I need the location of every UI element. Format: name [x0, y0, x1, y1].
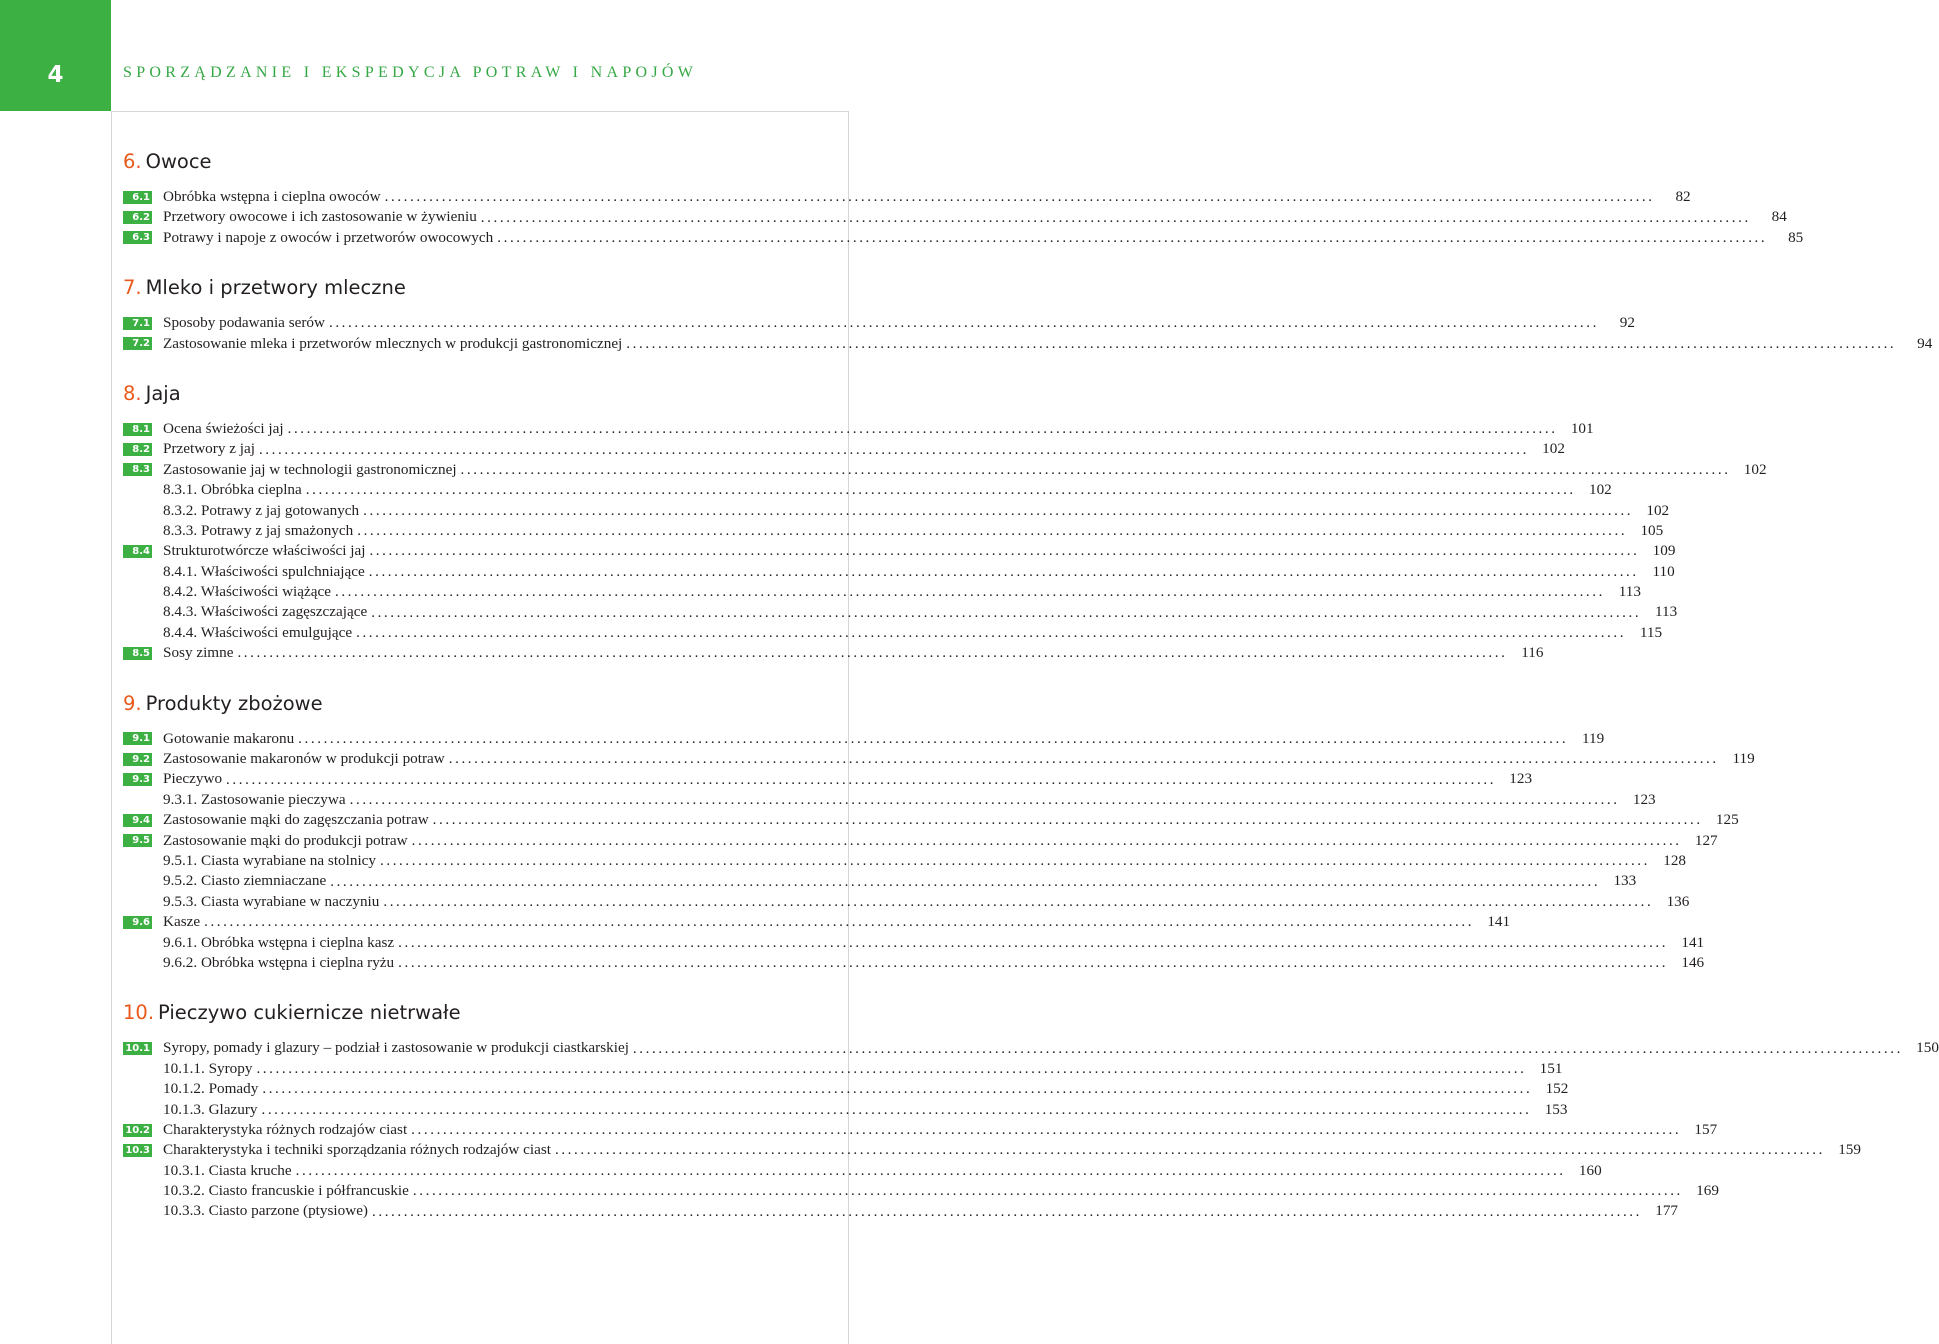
entry-page-number: 177 — [1655, 1202, 1678, 1220]
section-badge: 8.1 — [123, 423, 152, 436]
entry-page-number: 153 — [1544, 1100, 1568, 1118]
chapter-number: 9. — [123, 691, 142, 715]
entry-page-number: 133 — [1613, 872, 1637, 890]
toc-entry[interactable] — [123, 1079, 1569, 1099]
entry-title: Strukturotwórcze właściwości jaj — [163, 542, 366, 560]
entry-page-number: 102 — [1542, 440, 1565, 458]
entry-title: Zastosowanie mąki do zagęszczania potraw — [163, 811, 429, 829]
toc-entry[interactable] — [123, 892, 1690, 912]
entry-title: 8.3.2. Potrawy z jaj gotowanych — [163, 501, 360, 519]
toc-entry[interactable] — [123, 562, 1675, 582]
dot-leader: ........................................................................................................................................................................................................ — [372, 1203, 1642, 1220]
toc-entry[interactable] — [123, 207, 1787, 227]
section-badge: 6.3 — [123, 231, 152, 244]
entry-title: Charakterystyka i techniki sporządzania różnych rodzajów ciast — [163, 1141, 551, 1159]
entry-title: 10.1.2. Pomady — [163, 1080, 259, 1098]
dot-leader: ........................................................................................................................................................................................................ — [226, 771, 1497, 788]
section-badge: 8.5 — [123, 647, 152, 660]
entry-page-number: 136 — [1666, 892, 1690, 910]
entry-title: Zastosowanie makaronów w produkcji potraw — [163, 750, 445, 768]
dot-leader: ........................................................................................................................................................................................................ — [411, 832, 1682, 849]
entry-page-number: 141 — [1487, 913, 1511, 931]
chapter-number: 10. — [123, 1001, 155, 1025]
entry-page-number: 85 — [1788, 228, 1804, 246]
entry-title: 8.4.4. Właściwości emulgujące — [163, 623, 353, 641]
section-badge: 8.4 — [123, 545, 152, 558]
toc-entry[interactable] — [123, 480, 1612, 500]
chapter-number: 8. — [123, 381, 142, 405]
toc-entry[interactable] — [123, 623, 1663, 643]
toc-entry[interactable] — [123, 643, 1544, 663]
chapter-title: Jaja — [145, 381, 181, 405]
entry-page-number: 127 — [1694, 831, 1718, 849]
toc-entry[interactable] — [123, 953, 1705, 973]
entry-title: Zastosowanie mleka i przetworów mlecznych w produkcji gastronomicznej — [163, 334, 623, 352]
entry-title: Przetwory z jaj — [163, 440, 255, 458]
chapter-heading — [123, 689, 828, 719]
chapter-number: 6. — [123, 150, 142, 173]
entry-title: Sosy zimne — [163, 644, 234, 662]
entry-title: 9.5.3. Ciasta wyrabiane w naczyniu — [163, 892, 380, 910]
page-number: 4 — [47, 62, 64, 88]
section-badge: 7.1 — [123, 317, 152, 330]
entry-page-number: 150 — [1916, 1039, 1939, 1057]
toc-entry[interactable] — [123, 460, 1767, 480]
chapter-title: Owoce — [145, 150, 212, 173]
section-gap — [123, 973, 828, 998]
entry-page-number: 102 — [1588, 481, 1612, 499]
toc-entry[interactable] — [123, 313, 1635, 333]
section-badge: 9.1 — [123, 732, 152, 745]
dot-leader: ........................................................................................................................................................................................................ — [626, 335, 1897, 352]
dot-leader: ........................................................................................................................................................................................................ — [497, 229, 1768, 246]
dot-leader: ........................................................................................................................................................................................................ — [384, 189, 1655, 206]
toc-entry[interactable] — [123, 501, 1670, 521]
chapter-title: Produkty zbożowe — [145, 691, 323, 715]
chapter-title: Mleko i przetwory mleczne — [145, 276, 406, 300]
entry-title: 8.4.2. Właściwości wiążące — [163, 583, 331, 601]
dot-leader: ........................................................................................................................................................................................................ — [554, 1142, 1825, 1159]
toc-entry[interactable] — [123, 769, 1533, 789]
section-gap — [123, 664, 828, 689]
entry-page-number: 141 — [1681, 933, 1705, 951]
toc-entry[interactable] — [123, 582, 1641, 602]
toc-entry[interactable] — [123, 1161, 1602, 1181]
page-number-tab — [0, 0, 111, 111]
entry-page-number: 128 — [1663, 851, 1686, 869]
dot-leader: ........................................................................................................................................................................................................ — [480, 209, 1751, 226]
section-badge: 8.2 — [123, 443, 152, 456]
entry-page-number: 115 — [1639, 623, 1663, 641]
entry-title: Gotowanie makaronu — [163, 729, 295, 747]
entry-title: Pieczywo — [163, 770, 223, 788]
frame-top-rule — [111, 111, 848, 112]
dot-leader: ........................................................................................................................................................................................................ — [262, 1081, 1533, 1098]
entry-title: Zastosowanie jaj w technologii gastronomicznej — [163, 460, 457, 478]
dot-leader: ........................................................................................................................................................................................................ — [380, 853, 1650, 870]
entry-page-number: 157 — [1694, 1120, 1718, 1138]
dot-leader: ........................................................................................................................................................................................................ — [411, 1122, 1682, 1139]
entry-page-number: 159 — [1838, 1141, 1861, 1159]
section-badge: 10.1 — [123, 1042, 152, 1055]
entry-title: Przetwory owocowe i ich zastosowanie w żywieniu — [163, 208, 477, 226]
dot-leader: ........................................................................................................................................................................................................ — [328, 315, 1599, 332]
chapter-heading — [123, 273, 828, 303]
toc-entry[interactable] — [123, 912, 1511, 932]
section-badge: 9.6 — [123, 916, 152, 929]
dot-leader: ........................................................................................................................................................................................................ — [237, 645, 1508, 662]
toc-entry[interactable] — [123, 1201, 1678, 1221]
dot-leader: ........................................................................................................................................................................................................ — [349, 792, 1620, 808]
toc-entry[interactable] — [123, 602, 1678, 622]
chapter-title: Pieczywo cukiernicze nietrwałe — [158, 1001, 461, 1025]
entry-page-number: 123 — [1632, 790, 1656, 808]
chapter-heading — [123, 147, 828, 177]
entry-title: 10.3.1. Ciasta kruche — [163, 1161, 292, 1179]
section-gap — [123, 354, 828, 379]
chapter-heading — [123, 379, 828, 409]
entry-title: 9.3.1. Zastosowanie pieczywa — [163, 790, 346, 808]
dot-leader: ........................................................................................................................................................................................................ — [357, 523, 1628, 540]
entry-page-number: 82 — [1675, 188, 1691, 205]
toc-entry[interactable] — [123, 1140, 1861, 1160]
toc-entry[interactable] — [123, 1120, 1718, 1140]
frame-left-rule — [111, 111, 112, 1344]
entry-title: Sposoby podawania serów — [163, 314, 325, 332]
toc-entry[interactable] — [123, 419, 1594, 439]
dot-leader: ........................................................................................................................................................................................................ — [204, 914, 1475, 931]
entry-title: 10.3.3. Ciasto parzone (ptysiowe) — [163, 1202, 368, 1220]
entry-page-number: 102 — [1743, 460, 1767, 478]
dot-leader: ........................................................................................................................................................................................................ — [330, 873, 1601, 890]
entry-page-number: 125 — [1715, 811, 1739, 829]
entry-title: Obróbka wstępna i cieplna owoców — [163, 188, 381, 205]
toc-entry[interactable] — [123, 521, 1664, 541]
toc-entry[interactable] — [123, 810, 1739, 830]
section-badge: 8.3 — [123, 463, 152, 476]
dot-leader: ........................................................................................................................................................................................................ — [398, 934, 1669, 951]
dot-leader: ........................................................................................................................................................................................................ — [305, 482, 1576, 499]
dot-leader: ........................................................................................................................................................................................................ — [398, 955, 1669, 972]
entry-page-number: 152 — [1545, 1080, 1569, 1098]
entry-page-number: 113 — [1655, 603, 1678, 621]
entry-page-number: 110 — [1652, 562, 1675, 580]
section-badge: 9.4 — [123, 814, 152, 827]
dot-leader: ........................................................................................................................................................................................................ — [632, 1040, 1903, 1057]
dot-leader: ........................................................................................................................................................................................................ — [356, 625, 1627, 642]
dot-leader: ........................................................................................................................................................................................................ — [258, 441, 1529, 458]
entry-title: 10.3.2. Ciasto francuskie i półfrancuskie — [163, 1182, 409, 1200]
toc-entry[interactable] — [123, 1100, 1568, 1120]
entry-title: 8.4.1. Właściwości spulchniające — [163, 562, 365, 580]
entry-title: 9.5.2. Ciasto ziemniaczane — [163, 872, 327, 890]
entry-page-number: 123 — [1509, 770, 1533, 788]
entry-page-number: 119 — [1581, 729, 1605, 747]
entry-page-number: 113 — [1618, 583, 1641, 601]
entry-page-number: 94 — [1917, 334, 1933, 352]
dot-leader: ........................................................................................................................................................................................................ — [383, 893, 1654, 910]
entry-title: 10.1.1. Syropy — [163, 1059, 253, 1077]
entry-title: 8.3.3. Potrawy z jaj smażonych — [163, 521, 354, 539]
toc-entry[interactable] — [123, 749, 1755, 769]
entry-page-number: 92 — [1619, 314, 1635, 332]
toc-entry[interactable] — [123, 790, 1656, 810]
entry-page-number: 151 — [1539, 1059, 1563, 1077]
chapter-heading — [123, 998, 828, 1028]
entry-page-number: 146 — [1681, 953, 1705, 971]
toc-entry[interactable] — [123, 334, 1933, 354]
entry-title: 8.3.1. Obróbka cieplna — [163, 481, 302, 499]
section-badge: 7.2 — [123, 337, 152, 350]
toc-entry[interactable] — [123, 851, 1686, 871]
entry-title: 9.6.2. Obróbka wstępna i cieplna ryżu — [163, 953, 395, 971]
dot-leader: ........................................................................................................................................................................................................ — [371, 604, 1642, 621]
entry-title: 9.6.1. Obróbka wstępna i cieplna kasz — [163, 933, 395, 951]
section-gap — [123, 248, 828, 273]
toc-entry[interactable] — [123, 1181, 1719, 1201]
entry-title: Potrawy i napoje z owoców i przetworów owocowych — [163, 228, 494, 246]
dot-leader: ........................................................................................................................................................................................................ — [432, 812, 1703, 829]
toc-entry[interactable] — [123, 541, 1676, 561]
dot-leader: ........................................................................................................................................................................................................ — [368, 563, 1639, 580]
entry-title: 8.4.3. Właściwości zagęszczające — [163, 603, 368, 621]
entry-page-number: 160 — [1578, 1161, 1602, 1179]
entry-page-number: 109 — [1652, 542, 1676, 560]
section-badge: 9.3 — [123, 773, 152, 786]
section-badge: 6.2 — [123, 211, 152, 224]
dot-leader: ........................................................................................................................................................................................................ — [363, 502, 1634, 519]
entry-title: Kasze — [163, 913, 201, 931]
chapter-number: 7. — [123, 276, 142, 300]
dot-leader: ........................................................................................................................................................................................................ — [287, 421, 1558, 438]
toc-entry[interactable] — [123, 228, 1804, 248]
dot-leader: ........................................................................................................................................................................................................ — [298, 730, 1569, 747]
toc-entry[interactable] — [123, 831, 1718, 851]
dot-leader: ........................................................................................................................................................................................................ — [412, 1183, 1683, 1200]
entry-title: 9.5.1. Ciasta wyrabiane na stolnicy — [163, 851, 376, 869]
toc-entry[interactable] — [123, 1059, 1563, 1079]
entry-page-number: 102 — [1646, 501, 1670, 519]
dot-leader: ........................................................................................................................................................................................................ — [369, 543, 1640, 560]
section-badge: 9.5 — [123, 834, 152, 847]
entry-page-number: 116 — [1521, 644, 1544, 662]
toc-entry[interactable] — [123, 933, 1705, 953]
section-badge: 10.2 — [123, 1124, 152, 1137]
toc-entry[interactable] — [123, 729, 1605, 749]
entry-page-number: 119 — [1732, 750, 1755, 768]
toc-entry[interactable] — [123, 871, 1637, 891]
entry-title: Ocena świeżości jaj — [163, 419, 284, 437]
dot-leader: ........................................................................................................................................................................................................ — [261, 1101, 1532, 1118]
toc-entry[interactable] — [123, 187, 1691, 207]
section-badge: 6.1 — [123, 191, 152, 204]
entry-title: 10.1.3. Glazury — [163, 1100, 258, 1118]
section-badge: 10.3 — [123, 1144, 152, 1157]
entry-page-number: 101 — [1570, 419, 1594, 437]
dot-leader: ........................................................................................................................................................................................................ — [460, 461, 1731, 478]
entry-title: Charakterystyka różnych rodzajów ciast — [163, 1120, 408, 1138]
entry-title: Syropy, pomady i glazury – podział i zastosowanie w produkcji ciastkarskiej — [163, 1039, 629, 1057]
entry-title: Zastosowanie mąki do produkcji potraw — [163, 831, 408, 849]
entry-page-number: 84 — [1771, 208, 1787, 226]
dot-leader: ........................................................................................................................................................................................................ — [448, 751, 1719, 768]
table-of-contents — [123, 147, 1939, 1222]
dot-leader: ........................................................................................................................................................................................................ — [256, 1060, 1527, 1077]
running-head: SPORZĄDZANIE I EKSPEDYCJA POTRAW I NAPOJÓW — [123, 64, 698, 81]
toc-entry[interactable] — [123, 1038, 1939, 1058]
dot-leader: ........................................................................................................................................................................................................ — [295, 1162, 1566, 1179]
entry-page-number: 105 — [1640, 521, 1664, 539]
entry-page-number: 169 — [1696, 1182, 1719, 1200]
section-badge: 9.2 — [123, 753, 152, 766]
toc-entry[interactable] — [123, 439, 1565, 459]
dot-leader: ........................................................................................................................................................................................................ — [334, 584, 1605, 601]
